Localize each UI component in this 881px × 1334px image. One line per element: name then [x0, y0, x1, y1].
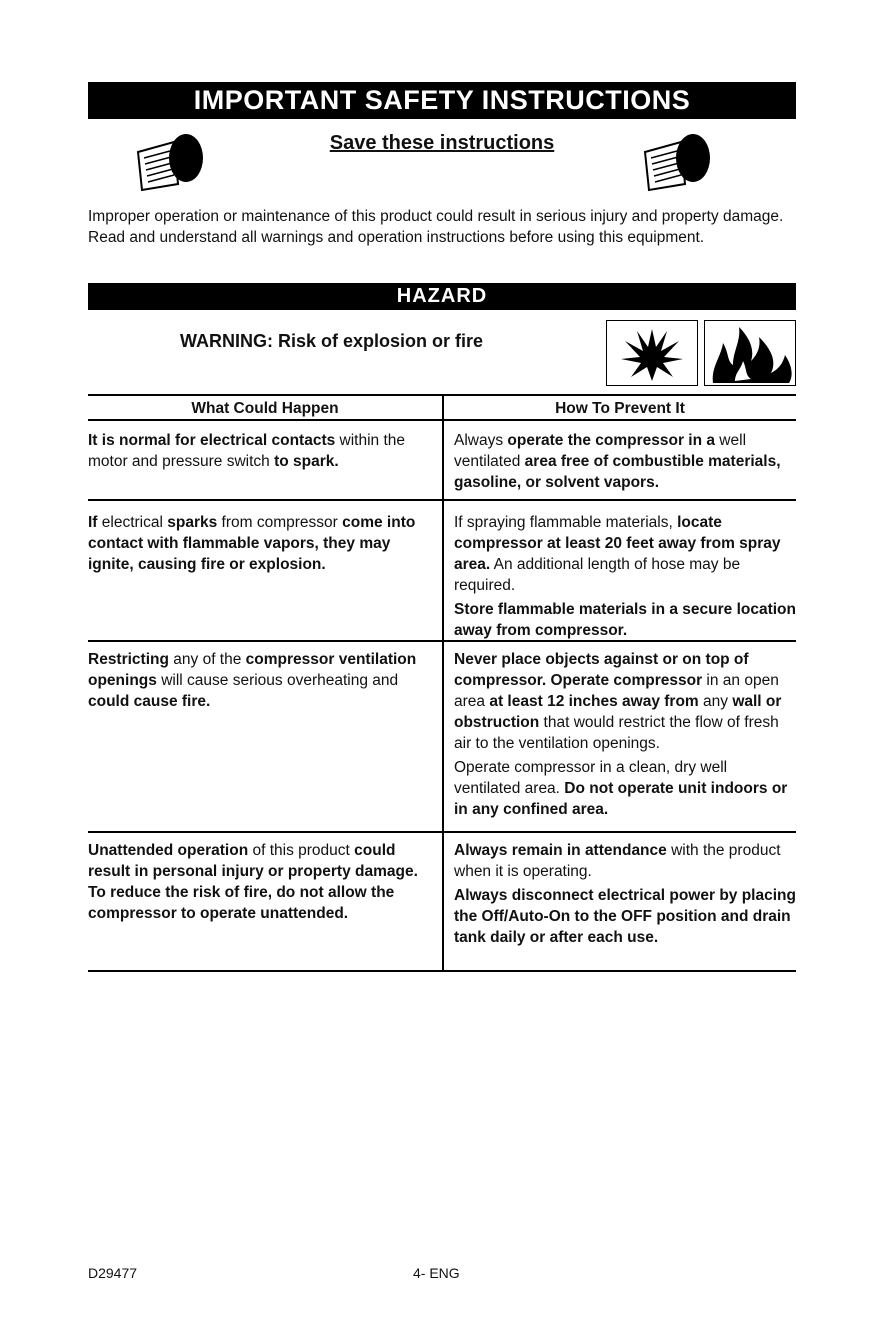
text-run: Do not operate unit indoors or in any confined area. [454, 780, 788, 818]
text-run: could result in personal injury or property damage. To reduce the risk of fire, do not allow the compressor to operate unattended. [88, 842, 418, 922]
cell-paragraph [88, 649, 433, 712]
text-run: If spraying flammable materials, [454, 514, 678, 531]
text-run: Operate compressor in a clean, dry well ventilated area. [454, 759, 728, 797]
cell-paragraph [454, 430, 796, 493]
text-run: Always [454, 432, 508, 449]
text-run: wall or obstruction [454, 693, 782, 731]
text-run: at least 12 inches away from [489, 693, 699, 710]
book-reader-icon [641, 128, 713, 192]
row-4-prevent [454, 840, 796, 951]
text-run: locate compressor at least 20 feet away from spray area. [454, 514, 781, 573]
row-rule [88, 831, 796, 833]
hazard-header: HAZARD [88, 283, 796, 310]
text-run: electrical [97, 514, 168, 531]
column-header-what-could-happen: What Could Happen [191, 400, 339, 417]
cell-paragraph [88, 840, 433, 924]
row-2-what [88, 512, 433, 578]
column-divider [442, 394, 444, 972]
warning-heading: WARNING: Risk of explosion or fire [180, 331, 484, 351]
text-run: Unattended operation [88, 842, 249, 859]
text-run: Always remain in attendance [454, 842, 667, 859]
row-3-prevent [454, 649, 796, 823]
text-run: operate the compressor in a [507, 432, 715, 449]
cell-paragraph [88, 512, 433, 575]
row-rule [88, 640, 796, 642]
row-1-prevent [454, 430, 796, 496]
save-row [88, 126, 796, 196]
text-run: in an open area [454, 672, 779, 710]
row-2-prevent [454, 512, 796, 644]
save-instructions-title: Save these instructions [329, 132, 555, 154]
cell-paragraph [88, 430, 433, 472]
text-run: Store flammable materials in a secure location away from compressor. [454, 601, 796, 639]
table-bottom-rule [88, 970, 796, 972]
cell-paragraph [454, 885, 796, 948]
text-run: to spark. [274, 453, 339, 470]
text-run: compressor ventilation openings [88, 651, 417, 689]
document-code: D29477 [88, 1265, 138, 1281]
cell-paragraph [454, 649, 796, 754]
text-run: well ventilated [454, 432, 747, 470]
row-1-what [88, 430, 433, 475]
text-run: area free of combustible materials, gasoline, or solvent vapors. [454, 453, 781, 491]
text-run: Never place objects against or on top of compressor. Operate compressor [454, 651, 749, 689]
row-3-what [88, 649, 433, 715]
text-run: It is normal for electrical contacts [88, 432, 336, 449]
text-run: If [88, 514, 98, 531]
column-header-how-to-prevent: How To Prevent It [555, 400, 685, 417]
cell-paragraph [454, 757, 796, 820]
cell-paragraph [454, 840, 796, 882]
row-rule [88, 499, 796, 501]
page-number: 4- ENG [413, 1265, 460, 1281]
text-run: that would restrict the flow of fresh air to the ventilation openings. [454, 714, 779, 752]
text-run: any of the [168, 651, 246, 668]
text-run: any [698, 693, 733, 710]
text-run: from compressor [217, 514, 343, 531]
text-run: will cause serious overheating and [156, 672, 399, 689]
text-run: could cause fire. [88, 693, 211, 710]
text-run: sparks [167, 514, 218, 531]
explosion-icon [606, 320, 698, 386]
header-rule [88, 419, 796, 421]
fire-icon [704, 320, 796, 386]
cell-paragraph [454, 599, 796, 641]
safety-banner: IMPORTANT SAFETY INSTRUCTIONS [88, 82, 796, 119]
text-run: with the product when it is operating. [454, 842, 781, 880]
text-run: Restricting [88, 651, 169, 668]
text-run: come into contact with flammable vapors, they may ignite, causing fire or explosion. [88, 514, 416, 573]
text-run: Always disconnect electrical power by placing the Off/Auto-On to the OFF position and drain tank daily or after each use. [454, 887, 796, 946]
text-run: within the motor and pressure switch [88, 432, 406, 470]
intro-paragraph: Improper operation or maintenance of this product could result in serious injury and property damage. Read and understand all warnings and operation instructions before using this equipment. [88, 208, 784, 246]
cell-paragraph [454, 512, 796, 596]
row-4-what [88, 840, 433, 927]
text-run: An additional length of hose may be required. [454, 556, 741, 594]
text-run: of this product [248, 842, 355, 859]
